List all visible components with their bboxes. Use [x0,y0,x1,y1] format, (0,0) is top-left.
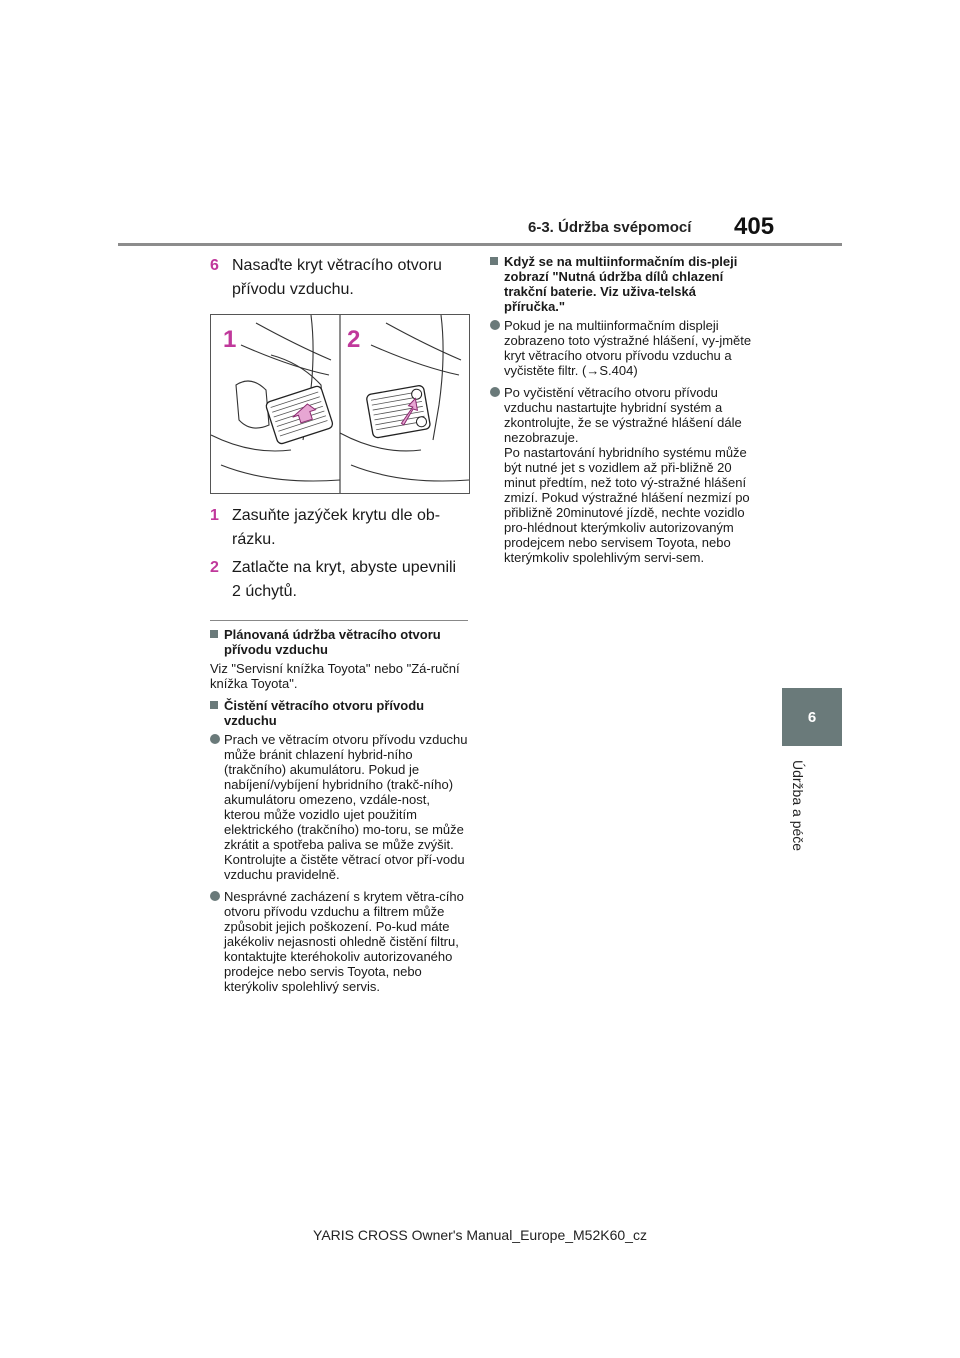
bullet-text-continued: Kontrolujte a čistěte větrací otvor pří-vodu vzduchu pravidelně. [224,852,465,882]
step-6 [210,254,468,302]
step-text: Zatlačte na kryt, abyste upevnili 2 úchytů. [232,559,457,600]
square-bullet-icon [210,701,218,709]
step-2 [210,556,468,604]
section-heading-cleaning [210,698,468,728]
section-heading-scheduled-maintenance [210,627,468,657]
left-column [210,254,468,1001]
step-text: Nasaďte kryt větracího otvoru přívodu vzduchu. [232,257,442,298]
step-1 [210,504,468,552]
square-bullet-icon [210,630,218,638]
bullet-item [490,318,752,378]
square-bullet-icon [490,257,498,265]
heading-text: Když se na multiinformačním dis-pleji zobrazí "Nutná údržba dílů chlazení trakční baterie. Viz uživa-telská příručka." [504,254,738,314]
page-number: 405 [734,213,775,240]
section-title: 6-3. Údržba svépomocí [528,219,692,236]
bullet-text: Pokud je na multiinformačním displeji zobrazeno toto výstražné hlášení, vy-jměte kryt větracího otvoru přívodu vzduchu a vyčistěte filtr. (→S.404) [504,318,752,378]
footer-manual-id: YARIS CROSS Owner's Manual_Europe_M52K60_cz [313,1227,647,1243]
step-text: Zasuňte jazýček krytu dle ob-rázku. [232,507,441,548]
heading-text: Čistění větracího otvoru přívodu vzduchu [224,698,425,728]
step-number: 2 [210,559,219,576]
chapter-title: Údržba a péče [790,760,806,852]
bullet-item [210,732,468,882]
figure-label-2: 2 [347,326,361,353]
figure-label-1: 1 [223,326,237,353]
header-rule [118,243,842,246]
illustration-install-cover [210,314,470,494]
bullet-item [490,385,752,565]
bullet-item [210,889,468,994]
bullet-text: Po vyčistění větracího otvoru přívodu vzduchu nastartujte hybridní systém a zkontrolujte, že se výstražné hlášení dále nezobrazuje. [504,385,742,445]
paragraph: Viz "Servisní knížka Toyota" nebo "Zá-ruční knížka Toyota". [210,661,460,691]
bullet-text-continued: Po nastartování hybridního systému může být nutné jet s vozidlem až při-bližně 20 minut předtím, než toto vý-stražné hlášení zmizí. Pokud výstražné hlášení nezmizí po přibližně 20minutové jízdě, nechte vozidlo pro-hlédnout kterýmkoliv autorizovaným prodejcem nebo servisem Toyota, nebo kterýmkoliv spolehlivým servi-sem. [504,445,750,565]
bullet-text: Prach ve větracím otvoru přívodu vzduchu může bránit chlazení hybrid-ního (trakčního) akumulátoru. Pokud je nabíjení/vybíjení hybridního (trakč-ního) akumulátoru omezeno, vzdále-nost, kterou může vozidlo ujet použitím elektrického (trakčního) mo-toru, se může zkrátit a spotřeba paliva se může zvýšit. [224,732,468,852]
chapter-side-label [786,760,806,860]
circle-bullet-icon [490,387,500,397]
cover-illustration [211,315,469,493]
bullet-text: Nesprávné zacházení s krytem větra-cího otvoru přívodu vzduchu a filtrem může způsobit jejich poškození. Po-kud máte jakékoliv nejasnosti ohledně čistění filtru, kontaktujte kteréhokoliv autorizovaného prodejce nebo servis Toyota, nebo kterýkoliv spolehlivý servis. [224,889,464,994]
step-number: 1 [210,507,219,524]
chapter-tab: 6 [782,688,842,746]
section-divider [210,620,468,621]
circle-bullet-icon [210,891,220,901]
circle-bullet-icon [490,320,500,330]
step-number: 6 [210,257,219,274]
section-heading-warning-message [490,254,752,314]
heading-text: Plánovaná údržba větracího otvoru přívodu vzduchu [224,627,441,657]
right-column [490,254,752,572]
circle-bullet-icon [210,734,220,744]
